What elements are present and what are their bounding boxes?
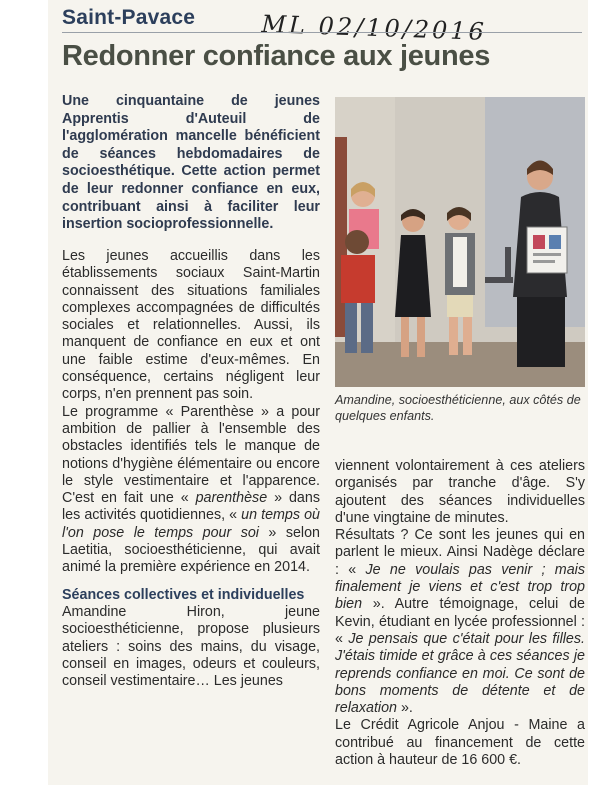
article-column-right (335, 458, 585, 769)
text-run: » dans les activités quotidiennes, « (62, 490, 320, 524)
text-run: Le programme « Parenthèse » a pour ambition de pallier à l'ensemble des obstacles identifiés tels le manque de notions d'hygiène élémentaire ou encore le style vestimentaire et l'apparence. C'est en fait une « (62, 403, 320, 507)
photo-illustration (335, 97, 585, 387)
article-paragraph: Amandine Hiron, jeune socioesthéticienne, propose plusieurs ateliers : soins des mains, du visage, conseil en images, odeurs et couleurs, conseil vestimentaire… Les jeunes (62, 603, 320, 690)
text-run: ». Autre témoignage, celui de Kevin, étudiant en lycée professionnel : « (335, 596, 585, 647)
italic-quote: Je ne voulais pas venir ; mais finalement je viens et c'est trop trop bien (335, 561, 585, 613)
article-column-left (62, 248, 320, 690)
italic-quote: Je pensais que c'était pour les filles. J'étais timide et grâce à ces séances je reprends confiance en moi. Ce sont de bons moments de détente et de relaxation (335, 630, 585, 717)
italic-quote: parenthèse (195, 490, 268, 507)
handwritten-date-annotation: ML 02/10/2016 (261, 10, 488, 46)
article-paragraph: viennent volontairement à ces ateliers organisés par tranche d'âge. S'y ajoutent des séances individuelles d'une vingtaine de minutes. (335, 458, 585, 526)
article-paragraph (62, 404, 320, 577)
article-title: Redonner confiance aux jeunes (62, 40, 491, 72)
article-lead: Une cinquantaine de jeunes Apprentis d'Auteuil de l'agglomération mancelle bénéficient de séances hebdomadaires de socioesthétique. Cette action permet de leur redonner confiance en eux, contribuant ainsi à faciliter leur insertion socioprofessionnelle. (62, 93, 320, 233)
article-photo (335, 97, 585, 387)
section-label: Saint-Pavace (62, 6, 196, 29)
text-run: ». (397, 700, 413, 717)
photo-caption: Amandine, socioesthéticienne, aux côtés de quelques enfants. (335, 393, 581, 423)
article-paragraph: Les jeunes accueillis dans les établissements sociaux Saint-Martin connaissent des situations familiales complexes accompagnées de difficultés sociales et relationnelles. Aussi, ils manquent de confiance en eux et ont une faible estime d'eux-mêmes. En conséquence, certains négligent leur corps, n'en prennent pas soin. (62, 248, 320, 403)
article-paragraph (335, 527, 585, 717)
header-divider (62, 32, 582, 33)
article-paragraph: Le Crédit Agricole Anjou - Maine a contribué au financement de cette action à hauteur de 16 600 €. (335, 717, 585, 769)
text-run: Résultats ? Ce sont les jeunes qui en parlent le mieux. Ainsi Nadège déclare : « (335, 527, 585, 578)
italic-quote: un temps où l'on pose le temps pour soi (62, 507, 320, 541)
article-subheading: Séances collectives et individuelles (62, 586, 305, 603)
text-run: » selon Laetitia, socioesthéticienne, qui avait animé la première expérience en 2014. (62, 524, 321, 576)
